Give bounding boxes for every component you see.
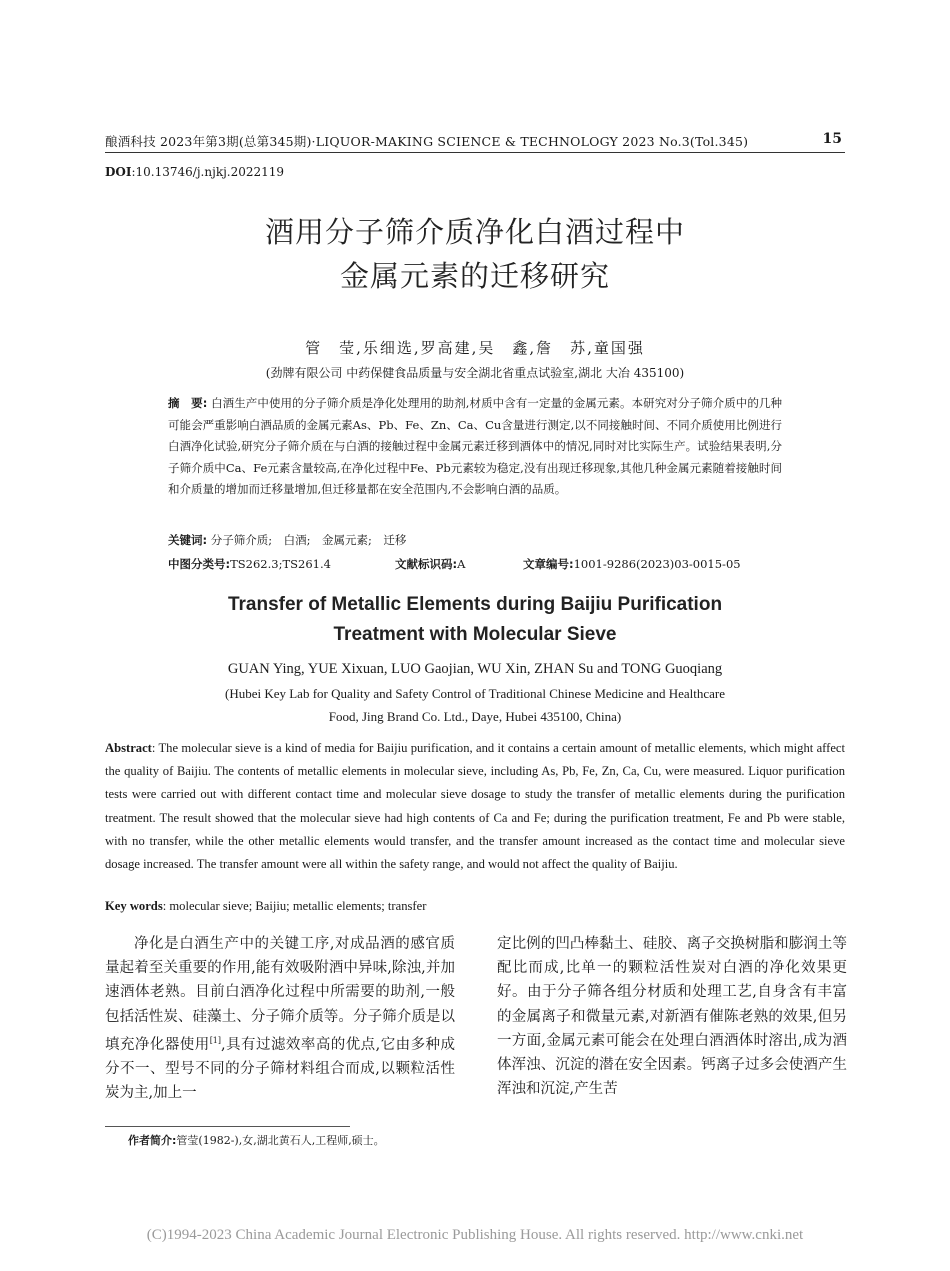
page-number: 15: [822, 131, 842, 147]
keywords-en: [105, 899, 426, 914]
document-code: [395, 556, 465, 572]
journal-header: 酿酒科技 2023年第3期(总第345期)·LIQUOR-MAKING SCIENCE & TECHNOLOGY 2023 No.3(Tol.345): [105, 134, 749, 149]
article-value: 1001-9286(2023)03-0015-05: [573, 557, 741, 571]
title-en-line1: Transfer of Metallic Elements during Baijiu Purification: [227, 594, 723, 615]
affiliation-cn: (劲牌有限公司 中药保健食品质量与安全湖北省重点试验室,湖北 大冶 435100): [265, 366, 685, 380]
clc-number: [168, 556, 331, 572]
doc-label: 文献标识码:: [395, 557, 458, 571]
title-cn-line1: 酒用分子筛介质净化白酒过程中: [264, 215, 685, 249]
affiliation-en-line2: Food, Jing Brand Co. Ltd., Daye, Hubei 435100, China): [328, 709, 622, 724]
abstract-cn-text: 白酒生产中使用的分子筛介质是净化处理用的助剂,材质中含有一定量的金属元素。本研究对分子筛介质中的几种可能会严重影响白酒品质的金属元素As、Pb、Fe、Zn、Ca、Cu含量进行测定,以不同接触时间、不同介质使用比例进行白酒净化试验,研究分子筛介质在与白酒的接触过程中金属元素迁移到酒体中的情况,同时对比实际生产。试验结果表明,分子筛介质中Ca、Fe元素含量较高,在净化过程中Fe、Pb元素较为稳定,没有出现迁移现象,其他几种金属元素随着接触时间和介质量的增加而迁移量增加,但迁移量都在安全范围内,不会影响白酒的品质。: [168, 396, 782, 496]
affiliation-en-line1: (Hubei Key Lab for Quality and Safety Control of Traditional Chinese Medicine and Healthcare: [224, 686, 725, 701]
copyright-watermark: (C)1994-2023 China Academic Journal Electronic Publishing House. All rights reserved. http://www.cnki.net: [146, 1227, 804, 1243]
keywords-en-label: Key words: [105, 899, 163, 913]
abstract-cn: [168, 393, 782, 501]
body-left-column: [105, 932, 455, 1105]
footnote-text: 管莹(1982-),女,湖北黄石人,工程师,硕士。: [176, 1134, 385, 1147]
article-number: [523, 556, 741, 572]
keywords-cn: [168, 532, 406, 548]
doc-value: A: [457, 557, 466, 571]
doi: [105, 165, 284, 179]
abstract-en-text: : The molecular sieve is a kind of media for Baijiu purification, and it contains a certain amount of metallic elements, which might affect the quality of Baijiu. The contents of metallic elements in molecular sieve, including As, Pb, Fe, Zn, Ca, Cu, were measured. Liquor purification tests were carried out with different contact time and molecular sieve dosage to study the transfer of metallic elements during the purification treatment. The result showed that the molecular sieve had high contents of Ca and Fe; during the purification treatment, Fe and Pb were stable, with no transfer, while the other metallic elements would transfer, and the transfer amount increased as the contact time and molecular sieve dosage increased. The transfer amount were all within the safety range, and would not affect the quality of Baijiu.: [105, 741, 845, 872]
reference-link[interactable]: [1]: [209, 1035, 222, 1045]
footnote-rule: [105, 1126, 350, 1127]
doi-value[interactable]: :10.13746/j.njkj.2022119: [131, 165, 285, 179]
title-en-line2: Treatment with Molecular Sieve: [333, 624, 617, 645]
author-footnote: [128, 1132, 385, 1148]
doi-label: DOI: [105, 165, 132, 179]
article-label: 文章编号:: [523, 557, 574, 571]
body-left-text-a: 净化是白酒生产中的关键工序,对成品酒的感官质量起着至关重要的作用,能有效吸附酒中异味,除浊,并加速酒体老熟。目前白酒净化过程中所需要的助剂,一般包括活性炭、硅藻土、分子筛介质等。分子筛介质是以填充净化器使用: [105, 936, 455, 1053]
keywords-en-text: : molecular sieve; Baijiu; metallic elements; transfer: [162, 899, 427, 913]
body-left-text-b: ,具有过滤效率高的优点,它由多种成分不一、型号不同的分子筛材料组合而成,以颗粒活性炭为主,加上一: [105, 1036, 456, 1102]
clc-label: 中图分类号:: [168, 557, 231, 571]
authors-en: GUAN Ying, YUE Xixuan, LUO Gaojian, WU Xin, ZHAN Su and TONG Guoqiang: [227, 661, 723, 677]
clc-value: TS262.3;TS261.4: [230, 557, 331, 571]
keywords-cn-label: 关键词:: [168, 533, 208, 547]
authors-cn: 管 莹,乐细选,罗高建,吴 鑫,詹 苏,童国强: [305, 339, 645, 357]
title-cn-line2: 金属元素的迁移研究: [339, 259, 610, 293]
abstract-cn-label: 摘 要:: [168, 396, 208, 410]
header-rule: [105, 152, 845, 153]
abstract-en-label: Abstract: [105, 741, 152, 755]
footnote-label: 作者简介:: [128, 1134, 177, 1147]
keywords-cn-text: 分子筛介质; 白酒; 金属元素; 迁移: [207, 533, 407, 547]
abstract-en: [105, 737, 845, 876]
body-right-column: 定比例的凹凸棒黏土、硅胶、离子交换树脂和膨润土等配比而成,比单一的颗粒活性炭对白酒的净化效果更好。由于分子筛各组分材质和处理工艺,自身含有丰富的金属离子和微量元素,对新酒有催陈老熟的效果,但另一方面,金属元素可能会在处理白酒酒体时溶出,成为酒体浑浊、沉淀的潜在安全因素。钙离子过多会使酒产生浑浊和沉淀,产生苦: [497, 936, 847, 1098]
